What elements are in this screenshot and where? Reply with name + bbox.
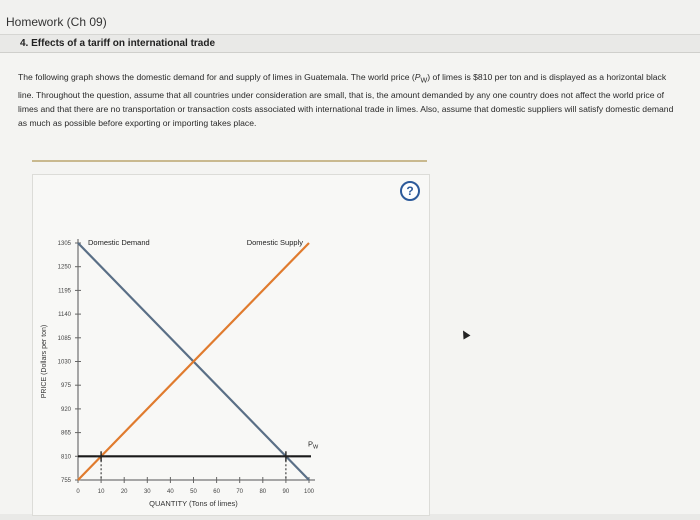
y-tick-label: 975: [60, 383, 71, 390]
y-axis-label: PRICE (Dollars per ton): [41, 324, 48, 399]
question-description: [18, 70, 682, 130]
x-tick-label: 0: [76, 489, 80, 495]
y-tick-label: 1030: [57, 359, 71, 366]
world-price-label: $P_W$: [308, 439, 319, 451]
supply-demand-chart: [33, 175, 429, 515]
x-tick-label: 50: [190, 489, 197, 495]
y-tick-label: 865: [60, 430, 71, 437]
homework-title: Homework (Ch 09): [6, 15, 107, 29]
x-tick-label: 10: [97, 489, 105, 495]
x-tick-label: 60: [213, 489, 220, 495]
x-tick-label: 100: [303, 489, 315, 495]
question-divider: [0, 52, 700, 53]
graph-panel: [32, 174, 430, 516]
pw-subscript: W: [420, 76, 428, 85]
y-tick-label: 1140: [58, 312, 71, 319]
y-tick-label: 1250: [57, 264, 71, 271]
y-tick-label: 810: [60, 454, 71, 461]
x-tick-label: 90: [282, 489, 290, 495]
y-tick-label: 1195: [58, 288, 71, 295]
y-tick-label: 1305: [57, 241, 71, 247]
top-bar: [0, 0, 700, 35]
help-button[interactable]: ?: [400, 181, 420, 201]
y-tick-label: 1085: [57, 335, 71, 342]
x-tick-label: 80: [259, 489, 267, 495]
y-tick-label: 755: [60, 478, 71, 484]
desc-text-rest: as a horizontal black line. Throughout the question, assume that all countries under consideration are small, that is, the amount demanded by any one country does not affect the world price of limes and that there are no transportation or transaction costs associated with international trade in limes. Also, assume that domestic suppliers will satisfy domestic demand as much as possible before exporting or importing takes place.: [18, 72, 674, 128]
x-tick-label: 70: [236, 489, 244, 495]
y-tick-label: 920: [60, 406, 71, 413]
demand-curve-label: Domestic Demand: [88, 238, 150, 247]
x-axis-label: QUANTITY (Tons of limes): [149, 499, 238, 508]
desc-text-1b: ) of limes is $810 per ton and is displayed: [427, 72, 586, 82]
x-tick-label: 30: [143, 489, 151, 495]
question-title: 4. Effects of a tariff on international trade: [20, 38, 216, 49]
desc-text-1: The following graph shows the domestic demand for and supply of limes in Guatemala. The world price (: [18, 72, 415, 82]
graph-divider: [32, 160, 427, 162]
pw-symbol: P: [414, 72, 421, 82]
x-tick-label: 40: [167, 489, 174, 495]
supply-curve-label: Domestic Supply: [246, 238, 303, 247]
x-tick-label: 20: [120, 489, 128, 495]
